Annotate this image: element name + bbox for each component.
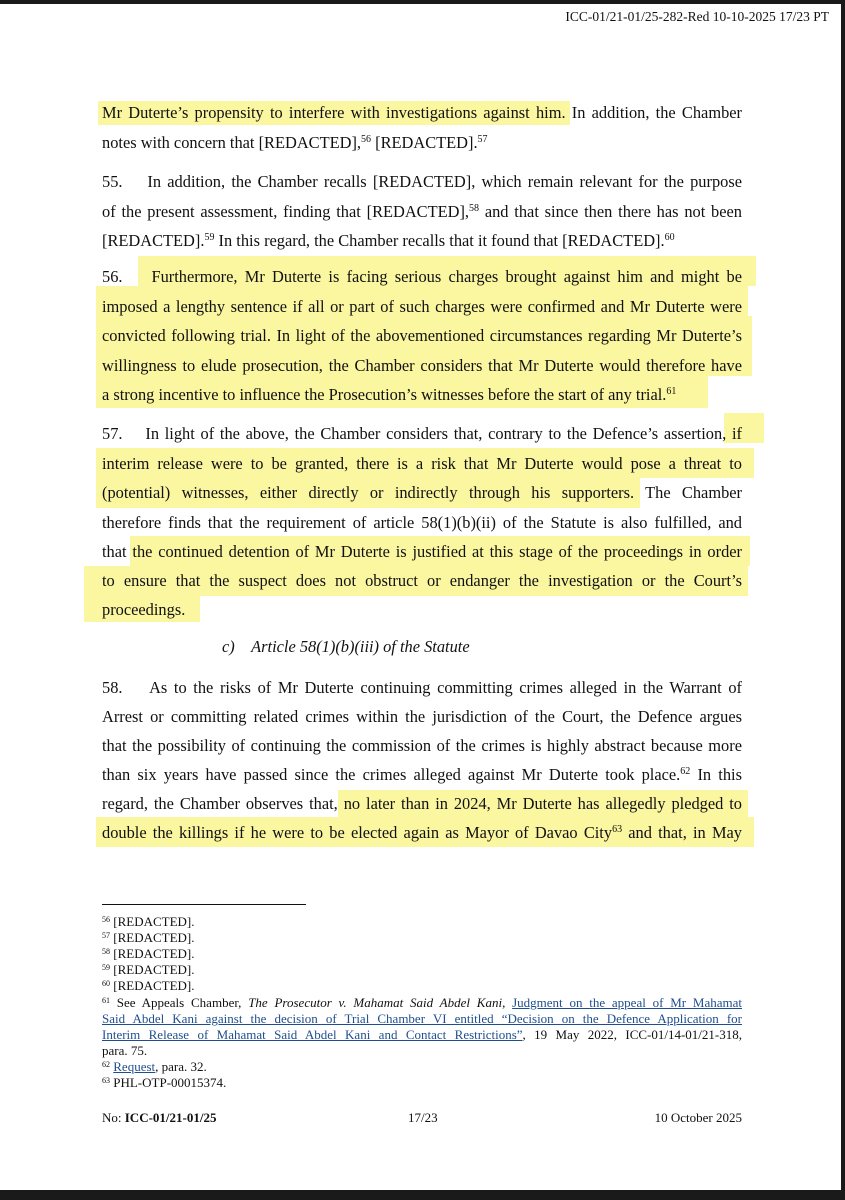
footnote-62: $^{62}$ Request, para. 32. xyxy=(102,1059,207,1074)
page-edge-bottom xyxy=(0,1190,845,1200)
footnote-56: $^{56}$ [REDACTED]. xyxy=(102,914,195,929)
paragraph-57-line: proceedings. xyxy=(102,600,186,619)
paragraph-58-line: regard, the Chamber observes that, no later than in 2024, Mr Duterte has allegedly pledged to xyxy=(102,794,742,813)
footnote-ref: 57 xyxy=(477,134,488,145)
paragraph-57-line: 57. In light of the above, the Chamber considers that, contrary to the Defence’s assertion, if xyxy=(102,424,742,443)
footnote-separator xyxy=(102,904,306,905)
section-heading: c) Article 58(1)(b)(iii) of the Statute xyxy=(222,637,470,656)
footnote-60: $^{60}$ [REDACTED]. xyxy=(102,978,195,993)
footer-page-number: 17/23 xyxy=(408,1110,438,1125)
footnote-61: $^{61}$ See Appeals Chamber, The Prosecutor v. Mahamat Said Abdel Kani, Judgment on the appeal of Mr Mahamat xyxy=(102,995,742,1010)
footnote-ref: 56 xyxy=(361,134,372,145)
paragraph-57-line: to ensure that the suspect does not obstruct or endanger the investigation or the Court’s xyxy=(102,571,742,590)
paragraph-number: 58. xyxy=(102,678,123,697)
paragraph-line: Mr Duterte’s propensity to interfere with investigations against him. In addition, the Chamber xyxy=(102,103,743,122)
paragraph-56-line: a strong incentive to influence the Prosecution’s witnesses before the start of any trial.$^{61}$ xyxy=(102,385,677,404)
footnote-61-line: para. 75. xyxy=(102,1043,148,1058)
paragraph-55-line: [REDACTED].$^{59}$ In this regard, the Chamber recalls that it found that [REDACTED].$^{60}$ xyxy=(102,231,675,250)
footnote-link[interactable]: Request xyxy=(113,1059,156,1074)
paragraph-56-line: willingness to elude prosecution, the Chamber considers that Mr Duterte would therefore have xyxy=(102,356,742,375)
footnote-59: $^{59}$ [REDACTED]. xyxy=(102,962,195,977)
footnote-63: $^{63}$ PHL-OTP-00015374. xyxy=(102,1075,227,1090)
paragraph-58-line: 58. As to the risks of Mr Duterte continuing committing crimes alleged in the Warrant of xyxy=(102,678,742,697)
paragraph-number: 56. xyxy=(102,267,123,286)
paragraph-58-line: double the killings if he were to be elected again as Mayor of Davao City$^{63}$ and that, in May xyxy=(102,823,742,842)
paragraph-line: notes with concern that [REDACTED],$^{56}$ [REDACTED].$^{57}$ xyxy=(102,133,488,152)
paragraph-57-line: that the continued detention of Mr Duterte is justified at this stage of the proceedings in order xyxy=(102,542,742,561)
paragraph-number: 55. xyxy=(102,172,123,191)
footnote-ref: 62 xyxy=(680,766,691,777)
paragraph-56-line: imposed a lengthy sentence if all or part of such charges were confirmed and Mr Duterte were xyxy=(102,297,742,316)
footnote-61-line xyxy=(102,1011,742,1027)
footnote-61-line: Interim Release of Mahamat Said Abdel Kani and Contact Restrictions”, 19 May 2022, ICC-01/14-01/21-318, xyxy=(102,1027,743,1042)
paragraph-57-line: therefore finds that the requirement of article 58(1)(b)(ii) of the Statute is also fulfilled, and xyxy=(102,513,742,532)
footer-case-number: No: ICC-01/21-01/25 xyxy=(102,1110,217,1125)
paragraph-number: 57. xyxy=(102,424,123,443)
paragraph-57-line: (potential) witnesses, either directly or indirectly through his supporters. The Chamber xyxy=(102,483,742,502)
paragraph-55-line: of the present assessment, finding that [REDACTED],$^{58}$ and that since then there has not been xyxy=(102,202,742,221)
paragraph-56-line: 56. Furthermore, Mr Duterte is facing serious charges brought against him and might be xyxy=(102,267,742,286)
paragraph-58-line: that the possibility of continuing the commission of the crimes is highly abstract because more xyxy=(102,736,742,755)
paragraph-55-line: 55. In addition, the Chamber recalls [REDACTED], which remain relevant for the purpose xyxy=(102,172,743,191)
page-edge-top xyxy=(0,0,845,4)
paragraph-56-line: convicted following trial. In light of the abovementioned circumstances regarding Mr Duterte’s xyxy=(102,326,742,345)
footnote-link[interactable]: Interim Release of Mahamat Said Abdel Kani and Contact Restrictions” xyxy=(102,1027,523,1042)
footnote-ref: 63 xyxy=(612,824,623,835)
paragraph-58-line: Arrest or committing related crimes within the jurisdiction of the Court, the Defence argues xyxy=(102,707,742,726)
footnote-ref: 60 xyxy=(664,232,675,243)
footnote-ref: 61 xyxy=(666,386,677,397)
footnote-link[interactable]: Judgment on the appeal of Mr Mahamat xyxy=(512,995,742,1010)
paragraph-57-line: interim release were to be granted, there is a risk that Mr Duterte would pose a threat to xyxy=(102,454,742,473)
page-edge-right xyxy=(841,0,845,1200)
footnote-link[interactable]: Said Abdel Kani against the decision of Trial Chamber VI entitled “Decision on the Defence Application for xyxy=(102,1011,742,1026)
footer-date: 10 October 2025 xyxy=(654,1110,742,1125)
footnote-ref: 59 xyxy=(204,232,215,243)
footnote-57: $^{57}$ [REDACTED]. xyxy=(102,930,195,945)
footnote-ref: 58 xyxy=(469,203,480,214)
footnote-58: $^{58}$ [REDACTED]. xyxy=(102,946,195,961)
document-header: ICC-01/21-01/25-282-Red 10-10-2025 17/23 PT xyxy=(565,9,829,24)
paragraph-58-line: than six years have passed since the crimes alleged against Mr Duterte took place.$^{62}$ In this xyxy=(102,765,742,784)
